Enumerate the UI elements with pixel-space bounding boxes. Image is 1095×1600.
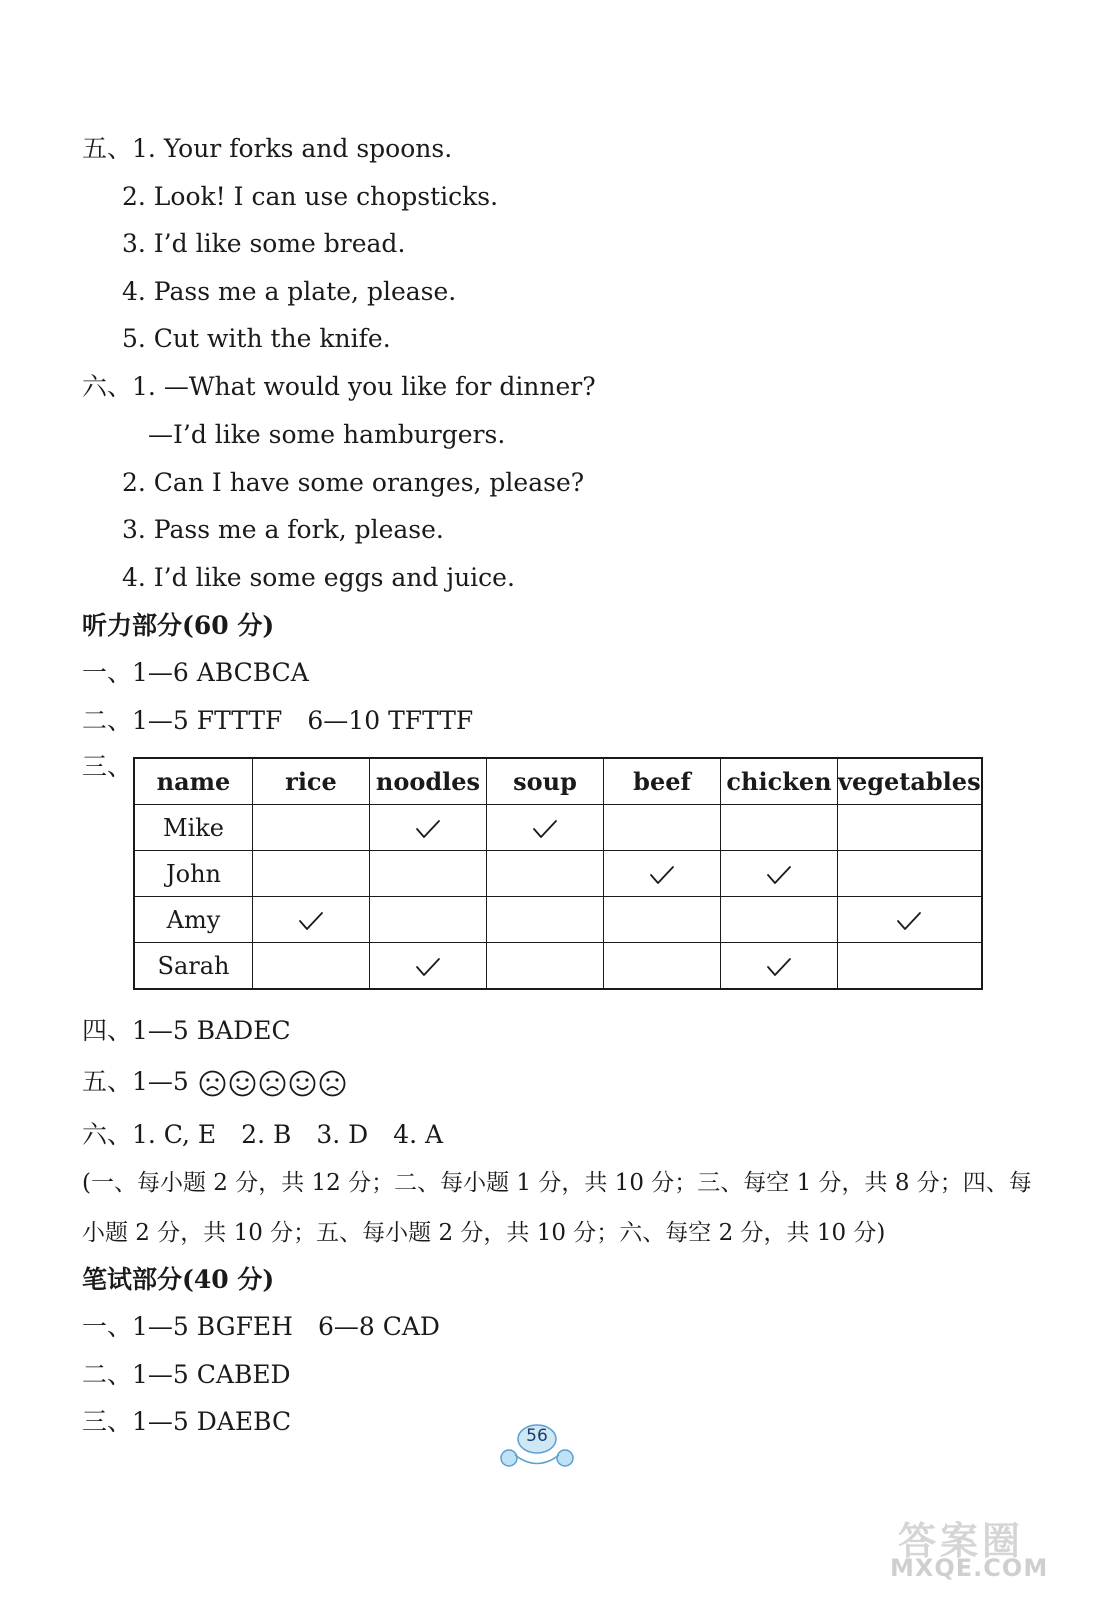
listening-q5 — [82, 1067, 346, 1097]
table-header: name — [134, 758, 253, 805]
table-header: vegetables — [838, 758, 982, 805]
table-row — [134, 805, 982, 851]
watermark-logo — [890, 1510, 1085, 1590]
table-cell — [721, 805, 838, 851]
section5-item: 5. Cut with the knife. — [122, 324, 391, 353]
scoring-note-line2: 小题 2 分，共 10 分；五、每小题 2 分，共 10 分；六、每空 2 分，共 10 分) — [82, 1220, 886, 1246]
checkmark-icon — [415, 956, 441, 978]
sad-face-icon — [259, 1070, 286, 1097]
table-header: soup — [487, 758, 604, 805]
section6-item: 2. Can I have some oranges, please? — [122, 468, 585, 497]
section5-label: 五、 — [82, 134, 133, 163]
table-cell — [604, 805, 721, 851]
checkmark-icon — [896, 910, 922, 932]
section5-line1 — [82, 134, 452, 164]
checkmark-icon — [766, 956, 792, 978]
written-title: 笔试部分(40 分) — [82, 1265, 275, 1294]
page-number: 56 — [526, 1426, 548, 1446]
table-cell-name: Sarah — [134, 943, 253, 990]
checkmark-icon — [415, 818, 441, 840]
table-cell — [370, 851, 487, 897]
table-cell-name: Mike — [134, 805, 253, 851]
scoring-note-line1: (一、每小题 2 分，共 12 分；二、每小题 1 分，共 10 分；三、每空 1 分，共 8 分；四、每 — [82, 1170, 1032, 1196]
table-cell — [838, 805, 982, 851]
listening-q3-label: 三、 — [82, 752, 133, 781]
table-cell — [370, 805, 487, 851]
table-cell — [487, 805, 604, 851]
section5-item: 1. Your forks and spoons. — [132, 134, 453, 163]
section5-item: 3. I’d like some bread. — [122, 229, 406, 258]
table-cell — [721, 897, 838, 943]
table-header: noodles — [370, 758, 487, 805]
table-cell — [253, 851, 370, 897]
written-q2: 二、1—5 CABED — [82, 1360, 291, 1389]
listening-q2: 二、1—5 FTTTF 6—10 TFTTF — [82, 706, 474, 735]
table-row — [134, 851, 982, 897]
section6-answer: —I’d like some hamburgers. — [148, 420, 506, 449]
section6-label: 六、 — [82, 372, 133, 401]
written-q1: 一、1—5 BGFEH 6—8 CAD — [82, 1312, 440, 1341]
table-cell — [253, 805, 370, 851]
section6-question: 1. —What would you like for dinner? — [132, 372, 596, 401]
checkmark-icon — [649, 864, 675, 886]
section6-item: 3. Pass me a fork, please. — [122, 515, 444, 544]
table-row — [134, 943, 982, 990]
table-cell — [487, 943, 604, 990]
watermark-zh: 答案圈 — [898, 1519, 1025, 1563]
table-header: rice — [253, 758, 370, 805]
table-cell — [370, 943, 487, 990]
face-row — [199, 1070, 346, 1097]
table-cell — [487, 897, 604, 943]
checkmark-icon — [532, 818, 558, 840]
section5-item: 2. Look! I can use chopsticks. — [122, 182, 499, 211]
table-cell-name: Amy — [134, 897, 253, 943]
section6-item: 4. I’d like some eggs and juice. — [122, 563, 515, 592]
section5-item: 4. Pass me a plate, please. — [122, 277, 457, 306]
watermark-url: MXQE.COM — [890, 1554, 1049, 1582]
table-header-row — [134, 758, 982, 805]
table-cell — [838, 943, 982, 990]
section6-line1 — [82, 372, 596, 402]
table-cell — [838, 851, 982, 897]
sad-face-icon — [319, 1070, 346, 1097]
answer-table — [133, 757, 983, 990]
written-q3: 三、1—5 DAEBC — [82, 1407, 292, 1436]
table-row — [134, 897, 982, 943]
table-cell — [370, 897, 487, 943]
table-cell — [487, 851, 604, 897]
listening-title: 听力部分(60 分) — [82, 611, 275, 640]
table-cell — [838, 897, 982, 943]
checkmark-icon — [766, 864, 792, 886]
table-cell-name: John — [134, 851, 253, 897]
table-cell — [604, 897, 721, 943]
table-cell — [604, 851, 721, 897]
table-cell — [604, 943, 721, 990]
checkmark-icon — [298, 910, 324, 932]
listening-q1: 一、1—6 ABCBCA — [82, 658, 309, 687]
table-cell — [721, 851, 838, 897]
listening-q4: 四、1—5 BADEC — [82, 1016, 291, 1045]
listening-q6: 六、1. C, E 2. B 3. D 4. A — [82, 1120, 444, 1149]
table-cell — [721, 943, 838, 990]
page-number-badge — [497, 1422, 577, 1472]
smiley-face-icon — [229, 1070, 256, 1097]
sad-face-icon — [199, 1070, 226, 1097]
table-header: chicken — [721, 758, 838, 805]
table-cell — [253, 943, 370, 990]
table-cell — [253, 897, 370, 943]
table-header: beef — [604, 758, 721, 805]
listening-q5-label: 五、1—5 — [82, 1067, 189, 1096]
smiley-face-icon — [289, 1070, 316, 1097]
